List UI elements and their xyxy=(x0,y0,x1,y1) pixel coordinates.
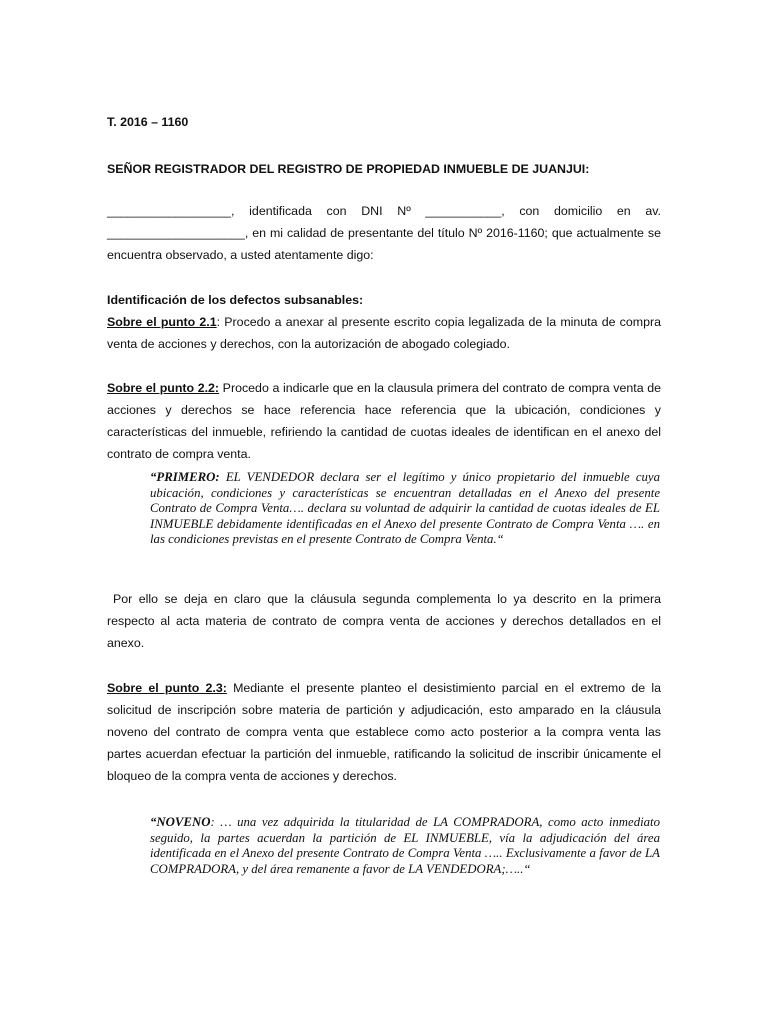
intro-paragraph: __________________, identificada con DNI Nº ___________, con domicilio en av. ____________________, en mi calidad de presentante del título Nº 2016-1160; que actualmente se encuentra observado, a usted atentamente digo: xyxy=(107,204,661,262)
defects-heading: Identificación de los defectos subsanables: xyxy=(107,293,364,307)
document-reference: T. 2016 – 1160 xyxy=(107,115,189,129)
point-2-1-label: Sobre el punto 2.1 xyxy=(107,315,217,329)
quote-noveno-text: : … una vez adquirida la titularidad de LA COMPRADORA, como acto inmediato seguido, la partes acuerdan la partición de EL INMUEBLE, vía la adjudicación del área identificada en el Anexo del presente Contrato de Compra Venta ….. Exclusivamente a favor de LA COMPRADORA, y del área remanente a favor de LA VENDEDORA;…..“ xyxy=(150,815,660,876)
point-2-1-text: : Procedo a anexar al presente escrito copia legalizada de la minuta de compra venta de acciones y derechos, con la autorización de abogado colegiado. xyxy=(107,315,661,351)
point-2-1-paragraph xyxy=(107,311,661,355)
quote-noveno xyxy=(150,815,660,877)
quote-primero xyxy=(150,470,660,548)
point-2-2-followup: Por ello se deja en claro que la cláusula segunda complementa lo ya descrito en la primera respecto al acta materia de contrato de compra venta de acciones y derechos detallados en el anexo. xyxy=(107,592,661,650)
quote-primero-lead: “PRIMERO: xyxy=(150,470,220,484)
addressee-heading: SEÑOR REGISTRADOR DEL REGISTRO DE PROPIEDAD INMUEBLE DE JUANJUI: xyxy=(107,162,590,176)
point-2-2-label: Sobre el punto 2.2: xyxy=(107,381,220,395)
point-2-3-text: Mediante el presente planteo el desistimiento parcial en el extremo de la solicitud de inscripción sobre materia de partición y adjudicación, esto amparado en la cláusula noveno del contrato de compra venta que establece como acto posterior a la compra venta las partes acuerdan efectuar la partición del inmueble, ratificando la solicitud de inscribir únicamente el bloqueo de la compra venta de acciones y derechos. xyxy=(107,681,661,783)
quote-noveno-lead: “NOVENO xyxy=(150,815,211,829)
point-2-2-text: Procedo a indicarle que en la clausula primera del contrato de compra venta de acciones y derechos se hace referencia hace referencia que la ubicación, condiciones y características del inmueble, refiriendo la cantidad de cuotas ideales de identifican en el anexo del contrato de compra venta. xyxy=(107,381,661,461)
point-2-3-label: Sobre el punto 2.3: xyxy=(107,681,227,695)
quote-primero-text: EL VENDEDOR declara ser el legítimo y único propietario del inmueble cuya ubicación, condiciones y características se encuentran detalladas en el Anexo del presente Contrato de Compra Venta…. declara su voluntad de adquirir la cantidad de cuotas ideales de EL INMUEBLE debidamente identificadas en el Anexo del presente Contrato de Compra Venta …. en las condiciones previstas en el presente Contrato de Compra Venta.“ xyxy=(150,470,660,547)
point-2-3-paragraph xyxy=(107,677,661,787)
point-2-2-paragraph xyxy=(107,377,661,465)
